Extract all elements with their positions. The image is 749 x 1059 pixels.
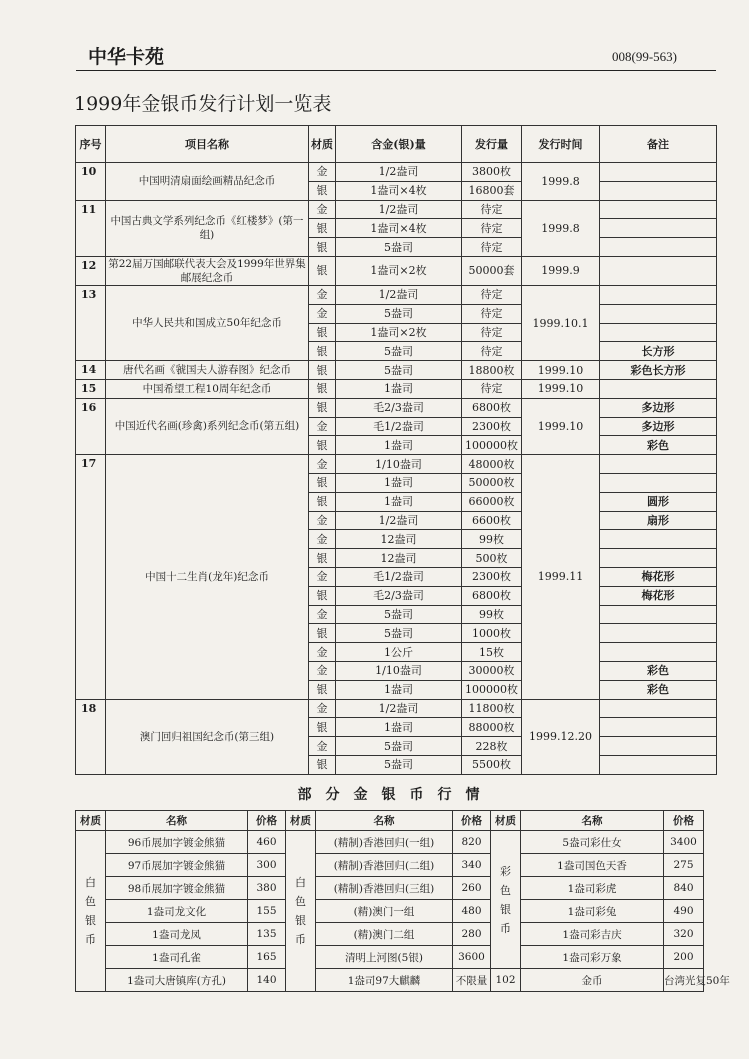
plan-cell-note bbox=[600, 755, 717, 774]
market-cell-price: 102 bbox=[491, 969, 521, 992]
market-cell-name: (精制)香港回归(一组) bbox=[316, 831, 453, 854]
plan-cell-note bbox=[600, 473, 717, 492]
market-cell-price: 840 bbox=[664, 877, 704, 900]
material-char: 色 bbox=[85, 895, 96, 908]
market-cell-name: 97币展加字镀金熊猫 bbox=[106, 854, 248, 877]
plan-cell-weight: 5盎司 bbox=[336, 737, 462, 756]
plan-cell-no: 13 bbox=[76, 285, 106, 360]
market-cell-limit: 不限量 bbox=[453, 969, 491, 992]
plan-cell-material: 银 bbox=[309, 624, 336, 643]
col-header-date: 发行时间 bbox=[522, 126, 600, 163]
market-col-name-2: 名称 bbox=[316, 811, 453, 831]
plan-cell-name: 中国近代名画(珍禽)系列纪念币(第五组) bbox=[106, 398, 309, 454]
plan-row bbox=[76, 200, 717, 219]
col-header-material: 材质 bbox=[309, 126, 336, 163]
plan-cell-no: 14 bbox=[76, 361, 106, 380]
plan-cell-no: 15 bbox=[76, 379, 106, 398]
market-cell-name: (精)澳门二组 bbox=[316, 923, 453, 946]
market-cell-material bbox=[76, 831, 106, 992]
material-char: 币 bbox=[85, 933, 96, 946]
plan-cell-note bbox=[600, 549, 717, 568]
plan-cell-mintage: 11800枚 bbox=[462, 699, 522, 718]
market-row bbox=[76, 946, 704, 969]
plan-cell-note bbox=[600, 256, 717, 285]
plan-row bbox=[76, 361, 717, 380]
market-cell-price: 320 bbox=[664, 923, 704, 946]
plan-cell-material: 金 bbox=[309, 163, 336, 182]
market-price-table bbox=[75, 810, 730, 992]
plan-cell-mintage: 30000枚 bbox=[462, 661, 522, 680]
plan-cell-material: 金 bbox=[309, 417, 336, 436]
plan-row bbox=[76, 455, 717, 474]
plan-cell-material: 银 bbox=[309, 718, 336, 737]
plan-cell-material: 金 bbox=[309, 455, 336, 474]
plan-cell-weight: 5盎司 bbox=[336, 755, 462, 774]
market-cell-price: 280 bbox=[453, 923, 491, 946]
plan-cell-material: 银 bbox=[309, 361, 336, 380]
market-col-price-2: 价格 bbox=[453, 811, 491, 831]
plan-cell-weight: 12盎司 bbox=[336, 549, 462, 568]
plan-cell-material: 金 bbox=[309, 285, 336, 304]
plan-cell-note bbox=[600, 379, 717, 398]
plan-cell-weight: 1盎司 bbox=[336, 379, 462, 398]
plan-cell-note bbox=[600, 455, 717, 474]
plan-cell-weight: 毛2/3盎司 bbox=[336, 398, 462, 417]
market-col-name-1: 名称 bbox=[106, 811, 248, 831]
plan-cell-mintage: 待定 bbox=[462, 200, 522, 219]
plan-cell-weight: 1/2盎司 bbox=[336, 285, 462, 304]
plan-cell-note: 彩色 bbox=[600, 661, 717, 680]
plan-cell-date: 1999.8 bbox=[522, 163, 600, 201]
plan-cell-material: 金 bbox=[309, 643, 336, 662]
col-header-name: 项目名称 bbox=[106, 126, 309, 163]
plan-cell-weight: 5盎司 bbox=[336, 361, 462, 380]
market-cell-name: 1盎司彩兔 bbox=[521, 900, 664, 923]
plan-cell-weight: 1公斤 bbox=[336, 643, 462, 662]
plan-cell-mintage: 待定 bbox=[462, 342, 522, 361]
plan-cell-mintage: 15枚 bbox=[462, 643, 522, 662]
plan-cell-material: 金 bbox=[309, 605, 336, 624]
market-cell-price: 165 bbox=[248, 946, 286, 969]
issue-plan-table bbox=[75, 125, 717, 775]
market-cell-name: 清明上河图(5银) bbox=[316, 946, 453, 969]
plan-cell-mintage: 18800枚 bbox=[462, 361, 522, 380]
market-cell-name: 1盎司彩虎 bbox=[521, 877, 664, 900]
brand-title: 中华卡苑 bbox=[88, 46, 165, 68]
plan-cell-date: 1999.10 bbox=[522, 361, 600, 380]
market-row bbox=[76, 831, 704, 854]
plan-cell-note bbox=[600, 181, 717, 200]
plan-cell-mintage: 228枚 bbox=[462, 737, 522, 756]
plan-cell-note bbox=[600, 200, 717, 219]
plan-cell-material: 金 bbox=[309, 511, 336, 530]
plan-cell-name: 澳门回归祖国纪念币(第三组) bbox=[106, 699, 309, 774]
plan-cell-note bbox=[600, 530, 717, 549]
plan-cell-mintage: 88000枚 bbox=[462, 718, 522, 737]
market-col-price-1: 价格 bbox=[248, 811, 286, 831]
plan-cell-weight: 1盎司 bbox=[336, 680, 462, 699]
plan-cell-material: 银 bbox=[309, 492, 336, 511]
plan-cell-name: 第22届万国邮联代表大会及1999年世界集邮展纪念币 bbox=[106, 256, 309, 285]
market-cell-price: 260 bbox=[453, 877, 491, 900]
plan-cell-no: 17 bbox=[76, 455, 106, 699]
plan-cell-material: 金 bbox=[309, 661, 336, 680]
plan-cell-weight: 5盎司 bbox=[336, 624, 462, 643]
market-cell-price: 140 bbox=[248, 969, 286, 992]
plan-cell-weight: 1/2盎司 bbox=[336, 511, 462, 530]
plan-cell-weight: 5盎司 bbox=[336, 238, 462, 257]
page-code: 008(99-563) bbox=[612, 49, 677, 64]
plan-cell-material: 银 bbox=[309, 379, 336, 398]
plan-cell-weight: 1/2盎司 bbox=[336, 163, 462, 182]
plan-cell-date: 1999.10 bbox=[522, 379, 600, 398]
plan-cell-note: 多边形 bbox=[600, 398, 717, 417]
plan-cell-mintage: 待定 bbox=[462, 304, 522, 323]
plan-row bbox=[76, 285, 717, 304]
plan-cell-material: 银 bbox=[309, 181, 336, 200]
plan-cell-no: 11 bbox=[76, 200, 106, 256]
plan-cell-mintage: 5500枚 bbox=[462, 755, 522, 774]
plan-cell-weight: 12盎司 bbox=[336, 530, 462, 549]
market-cell-name: (精制)香港回归(三组) bbox=[316, 877, 453, 900]
material-char: 币 bbox=[500, 921, 511, 935]
plan-cell-mintage: 16800套 bbox=[462, 181, 522, 200]
plan-row bbox=[76, 256, 717, 285]
plan-row bbox=[76, 699, 717, 718]
plan-cell-material: 金 bbox=[309, 304, 336, 323]
plan-cell-material: 银 bbox=[309, 342, 336, 361]
plan-cell-note bbox=[600, 737, 717, 756]
material-char: 白 bbox=[85, 876, 96, 889]
plan-cell-material: 金 bbox=[309, 200, 336, 219]
plan-cell-no: 16 bbox=[76, 398, 106, 454]
material-char: 币 bbox=[295, 933, 306, 946]
plan-cell-mintage: 66000枚 bbox=[462, 492, 522, 511]
plan-cell-mintage: 99枚 bbox=[462, 605, 522, 624]
plan-cell-note: 彩色 bbox=[600, 680, 717, 699]
plan-cell-mintage: 2300枚 bbox=[462, 567, 522, 586]
material-char: 白 bbox=[295, 876, 306, 889]
market-cell-price: 3600 bbox=[453, 946, 491, 969]
plan-cell-weight: 1盎司×4枚 bbox=[336, 219, 462, 238]
plan-cell-mintage: 100000枚 bbox=[462, 436, 522, 455]
market-row bbox=[76, 969, 704, 992]
plan-cell-material: 银 bbox=[309, 549, 336, 568]
plan-cell-material: 银 bbox=[309, 473, 336, 492]
plan-cell-note: 扇形 bbox=[600, 511, 717, 530]
plan-cell-note bbox=[600, 238, 717, 257]
market-header-row bbox=[76, 811, 704, 831]
plan-cell-date: 1999.12.20 bbox=[522, 699, 600, 774]
market-cell-material bbox=[491, 831, 521, 969]
plan-cell-weight: 毛2/3盎司 bbox=[336, 586, 462, 605]
plan-cell-mintage: 3800枚 bbox=[462, 163, 522, 182]
plan-cell-material: 银 bbox=[309, 436, 336, 455]
plan-cell-note: 彩色长方形 bbox=[600, 361, 717, 380]
col-header-no: 序号 bbox=[76, 126, 106, 163]
plan-cell-mintage: 6800枚 bbox=[462, 398, 522, 417]
market-cell-name: (精)澳门一组 bbox=[316, 900, 453, 923]
market-cell-name: 1盎司97大麒麟 bbox=[316, 969, 453, 992]
plan-cell-mintage: 50000枚 bbox=[462, 473, 522, 492]
market-cell-material: 金币 bbox=[521, 969, 664, 992]
plan-cell-note bbox=[600, 718, 717, 737]
market-row bbox=[76, 854, 704, 877]
page-title: 1999年金银币发行计划一览表 bbox=[74, 93, 332, 115]
plan-cell-note bbox=[600, 643, 717, 662]
market-cell-name: 98币展加字镀金熊猫 bbox=[106, 877, 248, 900]
plan-cell-no: 10 bbox=[76, 163, 106, 201]
market-cell-price: 480 bbox=[453, 900, 491, 923]
market-cell-name: 1盎司龙凤 bbox=[106, 923, 248, 946]
plan-cell-note: 梅花形 bbox=[600, 567, 717, 586]
plan-cell-date: 1999.10 bbox=[522, 398, 600, 454]
plan-cell-note bbox=[600, 323, 717, 342]
plan-cell-material: 金 bbox=[309, 699, 336, 718]
plan-cell-date: 1999.11 bbox=[522, 455, 600, 699]
plan-cell-note bbox=[600, 699, 717, 718]
plan-cell-weight: 1盎司 bbox=[336, 492, 462, 511]
plan-cell-weight: 毛1/2盎司 bbox=[336, 567, 462, 586]
market-cell-name: 1盎司孔雀 bbox=[106, 946, 248, 969]
market-cell-price: 300 bbox=[248, 854, 286, 877]
plan-cell-note bbox=[600, 304, 717, 323]
plan-cell-mintage: 1000枚 bbox=[462, 624, 522, 643]
plan-cell-note bbox=[600, 605, 717, 624]
material-char: 色 bbox=[295, 895, 306, 908]
plan-cell-mintage: 100000枚 bbox=[462, 680, 522, 699]
market-cell-price: 135 bbox=[248, 923, 286, 946]
market-cell-name: 1盎司彩吉庆 bbox=[521, 923, 664, 946]
plan-cell-material: 银 bbox=[309, 256, 336, 285]
plan-cell-weight: 1盎司 bbox=[336, 473, 462, 492]
plan-cell-mintage: 待定 bbox=[462, 219, 522, 238]
plan-row bbox=[76, 163, 717, 182]
plan-cell-note bbox=[600, 219, 717, 238]
market-cell-name: 1盎司彩万象 bbox=[521, 946, 664, 969]
market-row bbox=[76, 900, 704, 923]
plan-cell-mintage: 48000枚 bbox=[462, 455, 522, 474]
plan-cell-material: 金 bbox=[309, 567, 336, 586]
plan-cell-mintage: 2300枚 bbox=[462, 417, 522, 436]
market-title: 部分金银币行情 bbox=[297, 787, 494, 803]
plan-cell-weight: 1/2盎司 bbox=[336, 699, 462, 718]
plan-cell-note bbox=[600, 624, 717, 643]
plan-cell-date: 1999.10.1 bbox=[522, 285, 600, 360]
market-cell-price: 3400 bbox=[664, 831, 704, 854]
header-divider bbox=[76, 70, 716, 71]
plan-cell-mintage: 待定 bbox=[462, 285, 522, 304]
plan-cell-note: 长方形 bbox=[600, 342, 717, 361]
plan-cell-weight: 5盎司 bbox=[336, 342, 462, 361]
plan-cell-material: 银 bbox=[309, 238, 336, 257]
plan-cell-material: 银 bbox=[309, 398, 336, 417]
plan-cell-mintage: 500枚 bbox=[462, 549, 522, 568]
plan-cell-note: 梅花形 bbox=[600, 586, 717, 605]
plan-cell-weight: 1盎司 bbox=[336, 436, 462, 455]
plan-cell-mintage: 待定 bbox=[462, 238, 522, 257]
plan-cell-mintage: 6800枚 bbox=[462, 586, 522, 605]
material-char: 银 bbox=[500, 902, 511, 916]
market-cell-price: 200 bbox=[664, 946, 704, 969]
market-col-material-2: 材质 bbox=[286, 811, 316, 831]
plan-cell-note bbox=[600, 163, 717, 182]
market-cell-name: 5盎司彩仕女 bbox=[521, 831, 664, 854]
plan-cell-weight: 1/2盎司 bbox=[336, 200, 462, 219]
plan-cell-name: 中国十二生肖(龙年)纪念币 bbox=[106, 455, 309, 699]
plan-cell-note: 圆形 bbox=[600, 492, 717, 511]
plan-cell-mintage: 6600枚 bbox=[462, 511, 522, 530]
plan-cell-note: 多边形 bbox=[600, 417, 717, 436]
material-char: 银 bbox=[295, 914, 306, 927]
plan-cell-weight: 毛1/2盎司 bbox=[336, 417, 462, 436]
market-col-material-1: 材质 bbox=[76, 811, 106, 831]
plan-cell-material: 银 bbox=[309, 680, 336, 699]
market-cell-price: 490 bbox=[664, 900, 704, 923]
market-cell-name: 台湾光复50年 bbox=[664, 969, 704, 992]
market-row bbox=[76, 923, 704, 946]
plan-cell-name: 唐代名画《虢国夫人游春图》纪念币 bbox=[106, 361, 309, 380]
col-header-weight: 含金(银)量 bbox=[336, 126, 462, 163]
market-cell-price: 155 bbox=[248, 900, 286, 923]
market-cell-price: 340 bbox=[453, 854, 491, 877]
plan-cell-date: 1999.8 bbox=[522, 200, 600, 256]
market-col-name-3: 名称 bbox=[521, 811, 664, 831]
plan-cell-material: 银 bbox=[309, 323, 336, 342]
material-char: 彩 bbox=[500, 864, 511, 878]
market-cell-price: 275 bbox=[664, 854, 704, 877]
plan-cell-note bbox=[600, 285, 717, 304]
plan-cell-material: 银 bbox=[309, 586, 336, 605]
plan-cell-name: 中华人民共和国成立50年纪念币 bbox=[106, 285, 309, 360]
market-cell-price: 820 bbox=[453, 831, 491, 854]
plan-cell-material: 金 bbox=[309, 530, 336, 549]
plan-cell-mintage: 50000套 bbox=[462, 256, 522, 285]
plan-cell-date: 1999.9 bbox=[522, 256, 600, 285]
plan-cell-name: 中国古典文学系列纪念币《红楼梦》(第一组) bbox=[106, 200, 309, 256]
material-char: 色 bbox=[500, 883, 511, 897]
plan-cell-weight: 1盎司×4枚 bbox=[336, 181, 462, 200]
col-header-mintage: 发行量 bbox=[462, 126, 522, 163]
market-cell-price: 460 bbox=[248, 831, 286, 854]
plan-cell-mintage: 待定 bbox=[462, 323, 522, 342]
plan-cell-note: 彩色 bbox=[600, 436, 717, 455]
col-header-note: 备注 bbox=[600, 126, 717, 163]
plan-cell-weight: 1/10盎司 bbox=[336, 455, 462, 474]
plan-cell-material: 金 bbox=[309, 737, 336, 756]
plan-cell-weight: 1盎司×2枚 bbox=[336, 256, 462, 285]
plan-cell-weight: 5盎司 bbox=[336, 304, 462, 323]
material-char: 银 bbox=[85, 914, 96, 927]
plan-cell-weight: 1盎司 bbox=[336, 718, 462, 737]
plan-cell-no: 12 bbox=[76, 256, 106, 285]
market-cell-name: 1盎司国色天香 bbox=[521, 854, 664, 877]
market-cell-price: 380 bbox=[248, 877, 286, 900]
plan-cell-mintage: 99枚 bbox=[462, 530, 522, 549]
plan-cell-weight: 1盎司×2枚 bbox=[336, 323, 462, 342]
plan-cell-material: 银 bbox=[309, 755, 336, 774]
market-cell-name: 96币展加字镀金熊猫 bbox=[106, 831, 248, 854]
market-cell-name: 1盎司大唐镇库(方孔) bbox=[106, 969, 248, 992]
plan-cell-mintage: 待定 bbox=[462, 379, 522, 398]
plan-cell-weight: 1/10盎司 bbox=[336, 661, 462, 680]
market-cell-name: 1盎司龙文化 bbox=[106, 900, 248, 923]
market-cell-name: (精制)香港回归(二组) bbox=[316, 854, 453, 877]
plan-cell-no: 18 bbox=[76, 699, 106, 774]
market-row bbox=[76, 877, 704, 900]
plan-cell-material: 银 bbox=[309, 219, 336, 238]
market-cell-material bbox=[286, 831, 316, 992]
market-col-price-3: 价格 bbox=[664, 811, 704, 831]
plan-cell-name: 中国希望工程10周年纪念币 bbox=[106, 379, 309, 398]
plan-row bbox=[76, 398, 717, 417]
plan-header-row bbox=[76, 126, 717, 163]
plan-cell-weight: 5盎司 bbox=[336, 605, 462, 624]
plan-row bbox=[76, 379, 717, 398]
market-col-material-3: 材质 bbox=[491, 811, 521, 831]
plan-cell-name: 中国明清扇面绘画精品纪念币 bbox=[106, 163, 309, 201]
